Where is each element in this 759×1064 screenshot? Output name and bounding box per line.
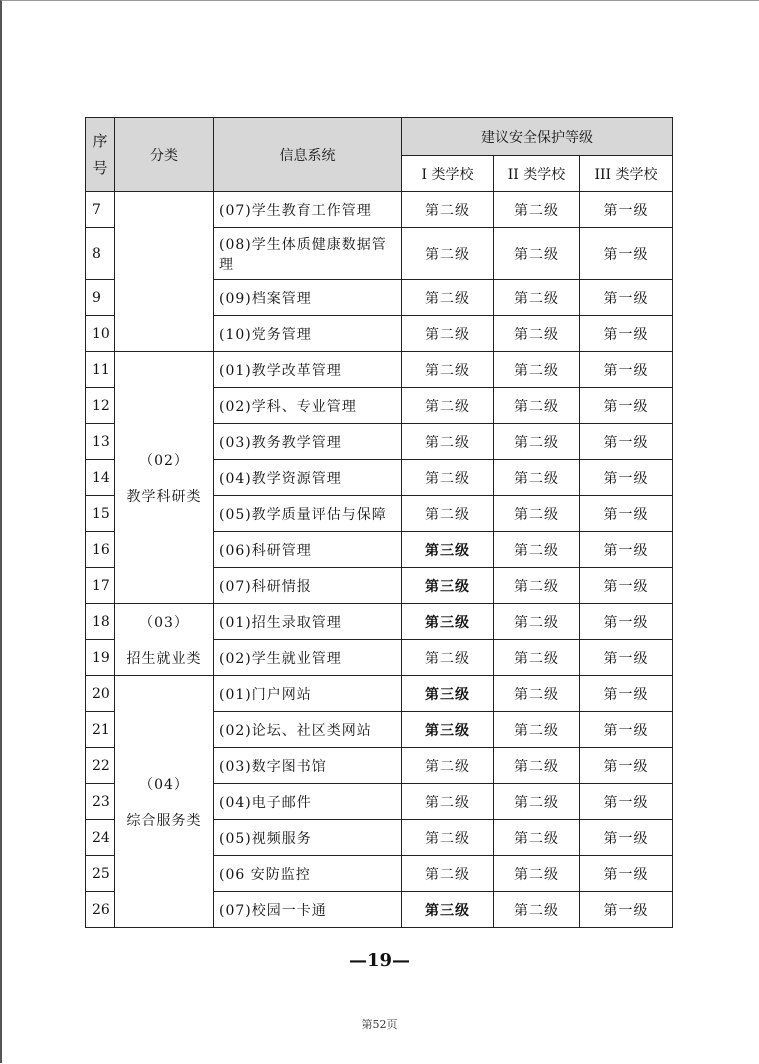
level-cell: 第一级: [580, 604, 673, 640]
level-cell: 第二级: [494, 228, 580, 280]
level-cell: 第二级: [402, 352, 494, 388]
category-cell: [115, 676, 214, 928]
level-cell: 第一级: [580, 784, 673, 820]
system-name: (01)招生录取管理: [214, 604, 402, 640]
level-cell: 第一级: [580, 676, 673, 712]
category-name: 教学科研类: [126, 488, 202, 505]
level-cell: 第二级: [494, 316, 580, 352]
header-system: 信息系统: [214, 118, 402, 192]
row-number: 13: [86, 424, 115, 460]
category-code: （02）: [139, 452, 189, 469]
system-name: (02)学生就业管理: [214, 640, 402, 676]
level-cell: 第二级: [494, 460, 580, 496]
system-name: (08)学生体质健康数据管理: [214, 228, 402, 280]
category-cell: [115, 604, 214, 676]
system-name: (04)教学资源管理: [214, 460, 402, 496]
system-name: (03)教务教学管理: [214, 424, 402, 460]
level-cell: 第二级: [402, 784, 494, 820]
footer-page-label: 第52页: [361, 1018, 398, 1031]
category-code: （03）: [139, 614, 189, 631]
level-cell: 第二级: [402, 388, 494, 424]
row-number: 11: [86, 352, 115, 388]
row-number: 22: [86, 748, 115, 784]
row-number: 23: [86, 784, 115, 820]
header-level-group: 建议安全保护等级: [402, 118, 673, 156]
system-name: (05)视频服务: [214, 820, 402, 856]
row-number: 14: [86, 460, 115, 496]
level-cell: 第三级: [402, 604, 494, 640]
level-cell: 第二级: [402, 424, 494, 460]
level-cell: 第二级: [494, 192, 580, 228]
level-cell: 第二级: [494, 856, 580, 892]
system-name: (05)教学质量评估与保障: [214, 496, 402, 532]
header-school-type-2: II 类学校: [494, 156, 580, 192]
system-name: (01)教学改革管理: [214, 352, 402, 388]
level-cell: 第三级: [402, 892, 494, 928]
system-name: (02)学科、专业管理: [214, 388, 402, 424]
level-cell: 第二级: [494, 532, 580, 568]
system-name: (07)学生教育工作管理: [214, 192, 402, 228]
system-name: (07)科研情报: [214, 568, 402, 604]
page-number: —19—: [348, 950, 411, 971]
table-row: [86, 604, 673, 640]
level-cell: 第二级: [494, 820, 580, 856]
system-name: (06 安防监控: [214, 856, 402, 892]
level-cell: 第一级: [580, 892, 673, 928]
row-number: 8: [86, 228, 115, 280]
level-cell: 第二级: [402, 820, 494, 856]
header-school-type-3: III 类学校: [580, 156, 673, 192]
row-number: 17: [86, 568, 115, 604]
level-cell: 第一级: [580, 460, 673, 496]
system-name: (02)论坛、社区类网站: [214, 712, 402, 748]
level-cell: 第二级: [494, 280, 580, 316]
category-cell: [115, 352, 214, 604]
system-name: (10)党务管理: [214, 316, 402, 352]
level-cell: 第二级: [402, 192, 494, 228]
level-cell: 第二级: [494, 748, 580, 784]
category-name: 综合服务类: [126, 812, 202, 829]
system-name: (01)门户网站: [214, 676, 402, 712]
level-cell: 第二级: [494, 784, 580, 820]
level-cell: 第二级: [494, 352, 580, 388]
level-cell: 第一级: [580, 856, 673, 892]
level-cell: 第一级: [580, 568, 673, 604]
category-name: 招生就业类: [126, 650, 202, 667]
row-number: 7: [86, 192, 115, 228]
level-cell: 第二级: [402, 748, 494, 784]
level-cell: 第二级: [402, 316, 494, 352]
system-name: (06)科研管理: [214, 532, 402, 568]
level-cell: 第二级: [494, 712, 580, 748]
table-row: [86, 192, 673, 228]
security-level-table: [85, 117, 673, 928]
row-number: 20: [86, 676, 115, 712]
table-body: [86, 192, 673, 928]
level-cell: 第二级: [402, 856, 494, 892]
header-school-type-1: I 类学校: [402, 156, 494, 192]
level-cell: 第一级: [580, 424, 673, 460]
level-cell: 第三级: [402, 676, 494, 712]
level-cell: 第二级: [402, 496, 494, 532]
row-number: 12: [86, 388, 115, 424]
level-cell: 第二级: [494, 892, 580, 928]
header-category: 分类: [115, 118, 214, 192]
level-cell: 第一级: [580, 640, 673, 676]
system-name: (07)校园一卡通: [214, 892, 402, 928]
level-cell: 第二级: [402, 228, 494, 280]
level-cell: 第一级: [580, 192, 673, 228]
row-number: 19: [86, 640, 115, 676]
level-cell: 第二级: [402, 640, 494, 676]
system-name: (03)数字图书馆: [214, 748, 402, 784]
row-number: 10: [86, 316, 115, 352]
row-number: 15: [86, 496, 115, 532]
category-code: （04）: [139, 776, 189, 793]
row-number: 24: [86, 820, 115, 856]
level-cell: 第二级: [494, 496, 580, 532]
row-number: 26: [86, 892, 115, 928]
level-cell: 第二级: [494, 640, 580, 676]
level-cell: 第一级: [580, 316, 673, 352]
row-number: 25: [86, 856, 115, 892]
level-cell: 第一级: [580, 820, 673, 856]
row-number: 21: [86, 712, 115, 748]
system-name: (09)档案管理: [214, 280, 402, 316]
level-cell: 第二级: [494, 424, 580, 460]
level-cell: 第二级: [402, 280, 494, 316]
level-cell: 第一级: [580, 280, 673, 316]
level-cell: 第二级: [494, 568, 580, 604]
row-number: 18: [86, 604, 115, 640]
table-row: [86, 352, 673, 388]
level-cell: 第一级: [580, 352, 673, 388]
level-cell: 第一级: [580, 228, 673, 280]
header-seq: 序号: [86, 118, 115, 192]
level-cell: 第三级: [402, 532, 494, 568]
level-cell: 第二级: [494, 604, 580, 640]
row-number: 16: [86, 532, 115, 568]
row-number: 9: [86, 280, 115, 316]
level-cell: 第一级: [580, 712, 673, 748]
level-cell: 第三级: [402, 712, 494, 748]
level-cell: 第三级: [402, 568, 494, 604]
level-cell: 第二级: [494, 388, 580, 424]
level-cell: 第一级: [580, 532, 673, 568]
level-cell: 第一级: [580, 496, 673, 532]
level-cell: 第二级: [402, 460, 494, 496]
level-cell: 第一级: [580, 748, 673, 784]
level-cell: 第一级: [580, 388, 673, 424]
system-name: (04)电子邮件: [214, 784, 402, 820]
table-row: [86, 676, 673, 712]
level-cell: 第二级: [494, 676, 580, 712]
category-cell: [115, 192, 214, 352]
